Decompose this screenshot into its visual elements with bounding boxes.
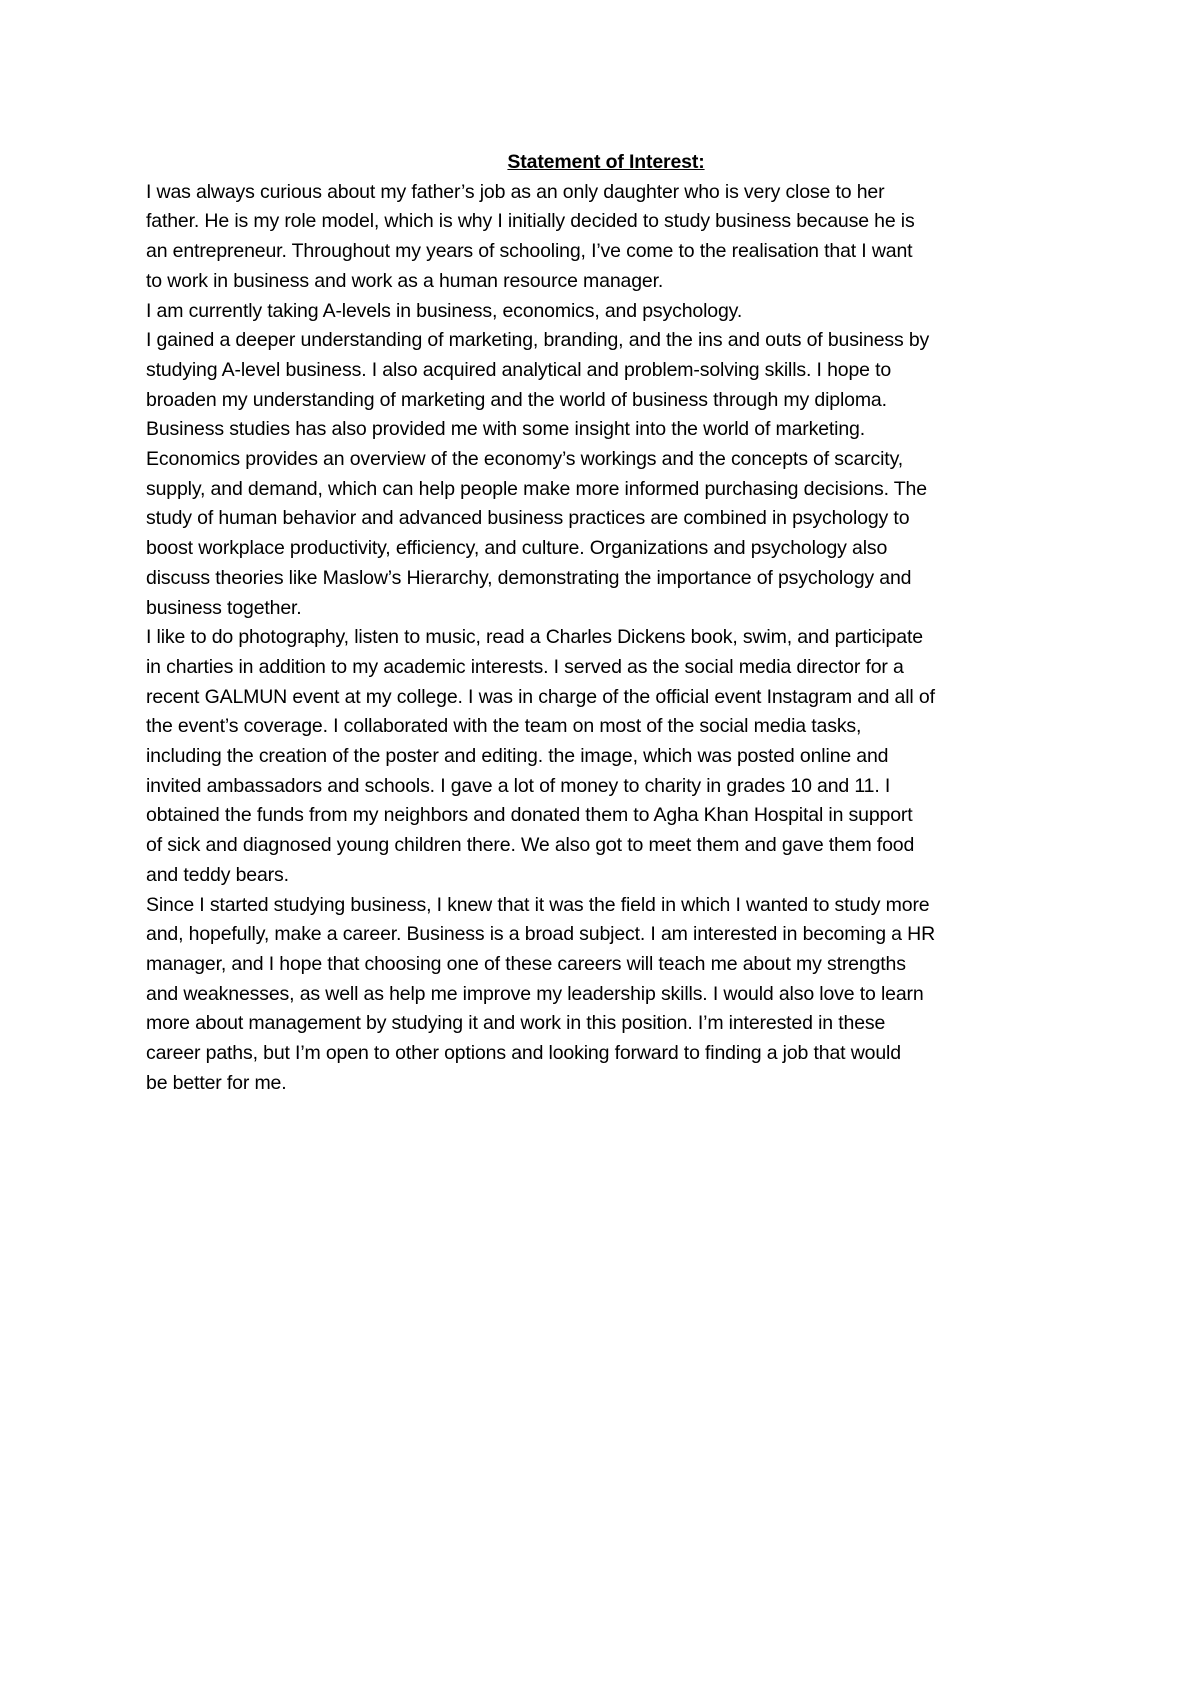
- paragraph-a-levels: [146, 297, 1066, 327]
- text-line: Economics provides an overview of the economy’s workings and the concepts of scarcity,: [146, 448, 903, 471]
- text-line: I am currently taking A-levels in business, economics, and psychology.: [146, 299, 743, 322]
- text-line: studying A-level business. I also acquired analytical and problem-solving skills. I hope to: [146, 358, 892, 381]
- text-line: more about management by studying it and work in this position. I’m interested in these: [146, 1012, 886, 1035]
- paragraph-intro: [146, 178, 1066, 297]
- text-line: career paths, but I’m open to other options and looking forward to finding a job that would: [146, 1042, 901, 1065]
- text-line: in charties in addition to my academic interests. I served as the social media director for a: [146, 655, 904, 678]
- text-line: business together.: [146, 596, 302, 619]
- text-line: study of human behavior and advanced business practices are combined in psychology to: [146, 507, 910, 530]
- document-title: Statement of Interest:: [507, 151, 705, 173]
- text-line: supply, and demand, which can help people make more informed purchasing decisions. The: [146, 477, 927, 500]
- text-line: an entrepreneur. Throughout my years of schooling, I’ve come to the realisation that I want: [146, 240, 913, 263]
- text-line: be better for me.: [146, 1071, 287, 1094]
- text-line: and teddy bears.: [146, 863, 289, 886]
- paragraph-career: [146, 891, 1066, 1099]
- text-line: including the creation of the poster and editing. the image, which was posted online and: [146, 745, 889, 768]
- text-line: Business studies has also provided me with some insight into the world of marketing.: [146, 418, 866, 441]
- text-line: I was always curious about my father’s job as an only daughter who is very close to her: [146, 180, 885, 203]
- text-line: boost workplace productivity, efficiency, and culture. Organizations and psychology also: [146, 537, 888, 560]
- text-line: and weaknesses, as well as help me improve my leadership skills. I would also love to learn: [146, 982, 924, 1005]
- text-line: recent GALMUN event at my college. I was in charge of the official event Instagram and all of: [146, 685, 935, 708]
- text-line: father. He is my role model, which is why I initially decided to study business because he is: [146, 210, 915, 233]
- text-line: obtained the funds from my neighbors and donated them to Agha Khan Hospital in support: [146, 804, 913, 827]
- paragraph-subjects: [146, 326, 1066, 623]
- text-line: I like to do photography, listen to music, read a Charles Dickens book, swim, and participate: [146, 626, 923, 649]
- text-line: invited ambassadors and schools. I gave a lot of money to charity in grades 10 and 11. I: [146, 774, 891, 797]
- paragraph-extracurricular: [146, 623, 1066, 890]
- text-line: the event’s coverage. I collaborated with the team on most of the social media tasks,: [146, 715, 862, 738]
- text-line: manager, and I hope that choosing one of these careers will teach me about my strengths: [146, 952, 906, 975]
- text-line: Since I started studying business, I knew that it was the field in which I wanted to study more: [146, 893, 930, 916]
- text-line: I gained a deeper understanding of marketing, branding, and the ins and outs of business by: [146, 329, 930, 352]
- text-line: broaden my understanding of marketing and the world of business through my diploma.: [146, 388, 887, 411]
- text-line: and, hopefully, make a career. Business is a broad subject. I am interested in becoming a HR: [146, 923, 936, 946]
- text-line: to work in business and work as a human resource manager.: [146, 269, 664, 292]
- text-line: of sick and diagnosed young children there. We also got to meet them and gave them food: [146, 834, 915, 857]
- text-line: discuss theories like Maslow’s Hierarchy, demonstrating the importance of psychology and: [146, 566, 912, 589]
- document-body: [146, 148, 1066, 1099]
